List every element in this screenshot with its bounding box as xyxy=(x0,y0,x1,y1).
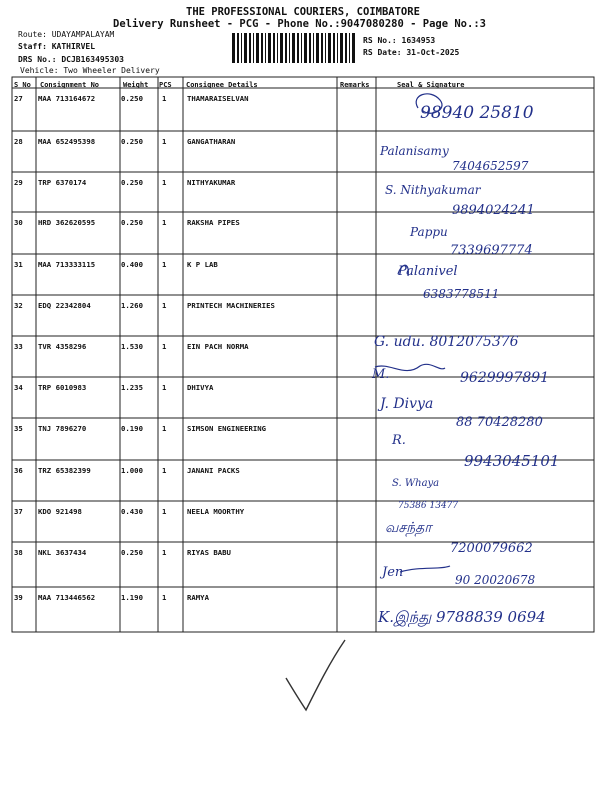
cell-consignment: MAA 652495398 xyxy=(38,137,96,146)
col-consignee: Consignee Details xyxy=(186,81,258,89)
cell-pcs: 1 xyxy=(162,383,167,392)
cell-weight: 0.250 xyxy=(121,137,143,146)
signature-36-name: R. xyxy=(392,433,406,448)
signature-30-phone: 7339697774 xyxy=(450,243,533,258)
signature-31-name: Palanivel xyxy=(398,264,458,279)
cell-pcs: 1 xyxy=(162,593,167,602)
signature-35-phone: 88 70428280 xyxy=(456,415,543,430)
drs-number: DRS No.: DCJB163495303 xyxy=(18,55,124,64)
rs-date: RS Date: 31-Oct-2025 xyxy=(363,48,460,57)
cell-pcs: 1 xyxy=(162,466,167,475)
cell-weight: 1.530 xyxy=(121,342,143,351)
cell-consignee: THAMARAISELVAN xyxy=(187,94,249,103)
signature-31-phone: 6383778511 xyxy=(423,287,500,301)
cell-consignee: NEELA MOORTHY xyxy=(187,507,245,516)
cell-weight: 0.250 xyxy=(121,178,143,187)
rs-number: RS No.: 1634953 xyxy=(363,36,436,45)
col-pcs: PCS xyxy=(159,81,172,89)
cell-sno: 28 xyxy=(14,137,23,146)
vehicle: Vehicle: Two Wheeler Delivery xyxy=(20,66,160,75)
cell-consignment: MAA 713164672 xyxy=(38,94,96,103)
cell-consignee: RIYAS BABU xyxy=(187,548,231,557)
cell-sno: 33 xyxy=(14,342,23,351)
cell-consignment: TVR 4358296 xyxy=(38,342,87,351)
signature-38-name: வசந்தா xyxy=(385,520,432,536)
cell-sno: 36 xyxy=(14,466,23,475)
cell-pcs: 1 xyxy=(162,342,167,351)
signature-34-phone: 9629997891 xyxy=(460,370,550,386)
cell-pcs: 1 xyxy=(162,548,167,557)
cell-sno: 27 xyxy=(14,94,23,103)
cell-weight: 0.250 xyxy=(121,94,143,103)
cell-pcs: 1 xyxy=(162,424,167,433)
col-consignment: Consignment No xyxy=(40,81,100,89)
col-sno: S No xyxy=(14,81,31,89)
cell-consignee: EIN PACH NORMA xyxy=(187,342,249,351)
col-weight: Weight xyxy=(123,81,149,89)
check-mark xyxy=(286,640,345,710)
signature-29-name: S. Nithyakumar xyxy=(385,183,481,197)
cell-pcs: 1 xyxy=(162,301,167,310)
cell-consignee: JANANI PACKS xyxy=(187,466,240,475)
signature-33: G. udu. 8012075376 xyxy=(374,334,519,350)
cell-consignment: MAA 713446562 xyxy=(38,593,96,602)
signature-29-phone: 9894024241 xyxy=(452,203,535,218)
cell-weight: 1.235 xyxy=(121,383,143,392)
signature-34-name: M. xyxy=(372,367,390,382)
cell-consignee: PRINTECH MACHINERIES xyxy=(187,301,275,310)
cell-consignment: TRP 6370174 xyxy=(38,178,87,187)
cell-weight: 1.260 xyxy=(121,301,143,310)
cell-consignment: NKL 3637434 xyxy=(38,548,87,557)
cell-pcs: 1 xyxy=(162,260,167,269)
cell-sno: 30 xyxy=(14,218,23,227)
signature-37-phone: 75386 13477 xyxy=(398,501,459,511)
signature-35-name: J. Divya xyxy=(380,396,434,412)
cell-weight: 1.190 xyxy=(121,593,143,602)
cell-consignment: KDO 921498 xyxy=(38,507,82,516)
cell-pcs: 1 xyxy=(162,218,167,227)
cell-consignee: RAMYA xyxy=(187,593,209,602)
col-remarks: Remarks xyxy=(340,81,370,89)
cell-sno: 38 xyxy=(14,548,23,557)
signature-27: 98940 25810 xyxy=(420,103,534,123)
cell-consignment: TNJ 7896270 xyxy=(38,424,87,433)
cell-pcs: 1 xyxy=(162,137,167,146)
cell-sno: 29 xyxy=(14,178,23,187)
staff: Staff: KATHIRVEL xyxy=(18,42,96,51)
cell-weight: 0.250 xyxy=(121,548,143,557)
cell-sno: 35 xyxy=(14,424,23,433)
cell-weight: 0.250 xyxy=(121,218,143,227)
cell-pcs: 1 xyxy=(162,178,167,187)
cell-weight: 0.400 xyxy=(121,260,143,269)
runsheet-title: Delivery Runsheet - PCG - Phone No.:9047080280 - Page No.:3 xyxy=(113,18,486,30)
cell-sno: 39 xyxy=(14,593,23,602)
signature-28-phone: 7404652597 xyxy=(452,159,529,173)
cell-consignment: TRZ 65382399 xyxy=(38,466,91,475)
cell-consignee: SIMSON ENGINEERING xyxy=(187,424,267,433)
cell-consignee: GANGATHARAN xyxy=(187,137,236,146)
cell-consignee: RAKSHA PIPES xyxy=(187,218,240,227)
signature-36-phone: 9943045101 xyxy=(464,452,560,470)
company-name: THE PROFESSIONAL COURIERS, COIMBATORE xyxy=(186,6,420,18)
cell-sno: 32 xyxy=(14,301,23,310)
cell-sno: 37 xyxy=(14,507,23,516)
signature-28-name: Palanisamy xyxy=(380,144,449,158)
cell-weight: 0.430 xyxy=(121,507,143,516)
cell-sno: 34 xyxy=(14,383,23,392)
signature-39-phone: 90 20020678 xyxy=(455,573,536,587)
signature-39-name: Jen xyxy=(382,565,404,580)
cell-consignment: EDQ 22342804 xyxy=(38,301,91,310)
col-seal: Seal & Signature xyxy=(397,81,465,89)
cell-sno: 31 xyxy=(14,260,23,269)
signature-37-name: S. Whaya xyxy=(392,478,440,489)
cell-weight: 1.000 xyxy=(121,466,143,475)
cell-consignment: MAA 713333115 xyxy=(38,260,96,269)
cell-consignee: NITHYAKUMAR xyxy=(187,178,236,187)
cell-weight: 0.190 xyxy=(121,424,143,433)
cell-consignment: TRP 6010983 xyxy=(38,383,87,392)
signature-30-name: Pappu xyxy=(410,225,448,239)
cell-consignment: HRD 362620595 xyxy=(38,218,96,227)
cell-consignee: K P LAB xyxy=(187,260,218,269)
cell-pcs: 1 xyxy=(162,94,167,103)
signature-38-phone: 7200079662 xyxy=(450,541,533,556)
cell-pcs: 1 xyxy=(162,507,167,516)
route: Route: UDAYAMPALAYAM xyxy=(18,30,115,39)
cell-consignee: DHIVYA xyxy=(187,383,214,392)
signature-40: K.இந்து 9788839 0694 xyxy=(378,608,546,626)
